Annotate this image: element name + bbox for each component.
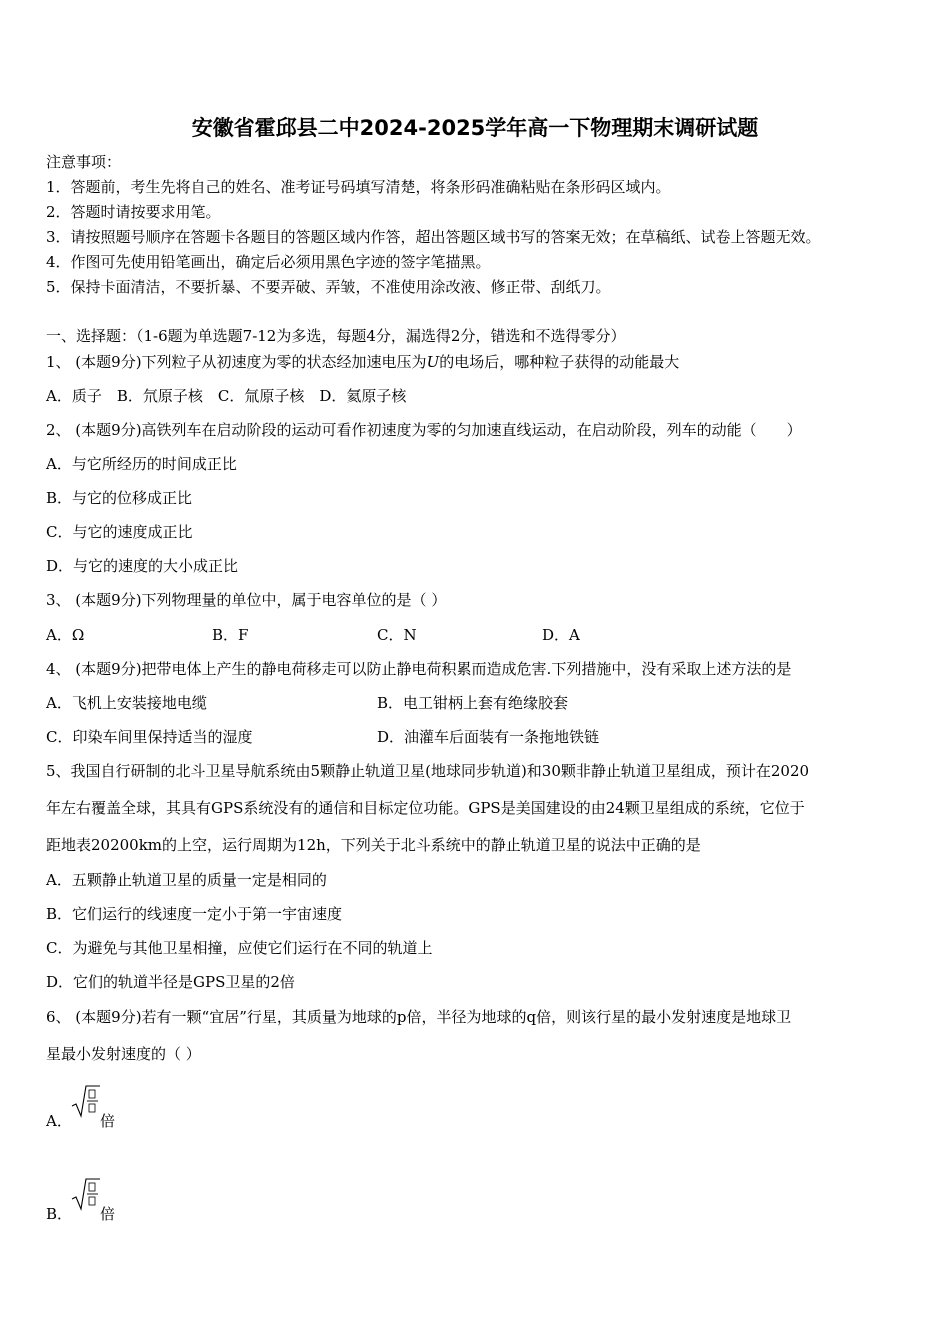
question-4-option-a: A．飞机上安装接地电缆 <box>46 694 207 712</box>
page-title: 安徽省霍邱县二中2024-2025学年高一下物理期末调研试题 <box>191 116 759 140</box>
question-5-stem-line-2: 年左右覆盖全球，其具有GPS系统没有的通信和目标定位功能。GPS是美国建设的由24颗卫星组成的系统，它位于 <box>46 799 805 817</box>
question-1-stem <box>46 352 679 372</box>
question-6-option-a-unit: 倍 <box>100 1112 116 1130</box>
question-4-stem: 4、 (本题9分)把带电体上产生的静电荷移走可以防止静电荷积累而造成危害.下列措施中，没有采取上述方法的是 <box>46 660 792 678</box>
question-2-option-c: C．与它的速度成正比 <box>46 523 193 541</box>
question-1-options: A．质子 B．氘原子核 C．氚原子核 D．氦原子核 <box>46 387 407 405</box>
notice-item-3: 3．请按照题号顺序在答题卡各题目的答题区域内作答，超出答题区域书写的答案无效；在草稿纸、试卷上答题无效。 <box>46 228 821 246</box>
question-3-option-b: B．F <box>212 626 249 644</box>
question-2-option-a: A．与它所经历的时间成正比 <box>46 455 237 473</box>
question-6-option-b-label: B． <box>46 1205 73 1223</box>
question-2-option-b: B．与它的位移成正比 <box>46 489 193 507</box>
question-2-option-d: D．与它的速度的大小成正比 <box>46 557 239 575</box>
question-5-option-d: D．它们的轨道半径是GPS卫星的2倍 <box>46 973 295 991</box>
question-5-stem-line-3: 距地表20200km的上空，运行周期为12h，下列关于北斗系统中的静止轨道卫星的说法中正确的是 <box>46 836 701 854</box>
question-3-option-d: D．A <box>542 626 580 644</box>
question-4-option-b: B．电工钳柄上套有绝缘胶套 <box>377 694 569 712</box>
notice-item-1: 1．答题前，考生先将自己的姓名、准考证号码填写清楚，将条形码准确粘贴在条形码区域内。 <box>46 178 671 196</box>
question-1-suffix: 的电场后，哪种粒子获得的动能最大 <box>439 353 680 371</box>
notice-item-4: 4．作图可先使用铅笔画出，确定后必须用黑色字迹的签字笔描黑。 <box>46 253 491 271</box>
question-4-option-d: D．油灌车后面装有一条拖地铁链 <box>377 728 600 746</box>
section-heading: 一、选择题：（1-6题为单选题7-12为多选，每题4分，漏选得2分，错选和不选得零分） <box>46 327 626 345</box>
question-6-stem-line-2: 星最小发射速度的（ ） <box>46 1045 201 1063</box>
question-5-option-c: C．为避免与其他卫星相撞，应使它们运行在不同的轨道上 <box>46 939 433 957</box>
question-1-prefix: 1、 (本题9分)下列粒子从初速度为零的状态经加速电压为 <box>46 353 427 371</box>
question-6-stem-line-1: 6、 (本题9分)若有一颗“宜居”行星，其质量为地球的p倍，半径为地球的q倍，则该行星的最小发射速度是地球卫 <box>46 1008 792 1026</box>
notice-heading: 注意事项： <box>46 153 122 171</box>
question-3-stem: 3、 (本题9分)下列物理量的单位中，属于电容单位的是（ ） <box>46 591 447 609</box>
question-3-option-a: A．Ω <box>46 626 85 644</box>
question-6-option-b-unit: 倍 <box>100 1205 116 1223</box>
sqrt-fraction-icon <box>70 1173 102 1213</box>
question-5-option-b: B．它们运行的线速度一定小于第一宇宙速度 <box>46 905 343 923</box>
question-3-option-c: C．N <box>377 626 417 644</box>
question-1-variable: U <box>426 353 440 371</box>
question-4-option-c: C．印染车间里保持适当的湿度 <box>46 728 253 746</box>
notice-item-2: 2．答题时请按要求用笔。 <box>46 203 221 221</box>
question-5-stem-line-1: 5、我国自行研制的北斗卫星导航系统由5颗静止轨道卫星(地球同步轨道)和30颗非静止轨道卫星组成，预计在2020 <box>46 762 810 780</box>
notice-item-5: 5．保持卡面清洁，不要折暴、不要弄破、弄皱，不准使用涂改液、修正带、刮纸刀。 <box>46 278 611 296</box>
question-6-option-a-label: A． <box>46 1112 72 1130</box>
question-2-stem: 2、 (本题9分)高铁列车在启动阶段的运动可看作初速度为零的匀加速直线运动，在启动阶段，列车的动能（ ） <box>46 421 802 439</box>
sqrt-fraction-icon <box>70 1080 102 1120</box>
question-5-option-a: A．五颗静止轨道卫星的质量一定是相同的 <box>46 871 327 889</box>
